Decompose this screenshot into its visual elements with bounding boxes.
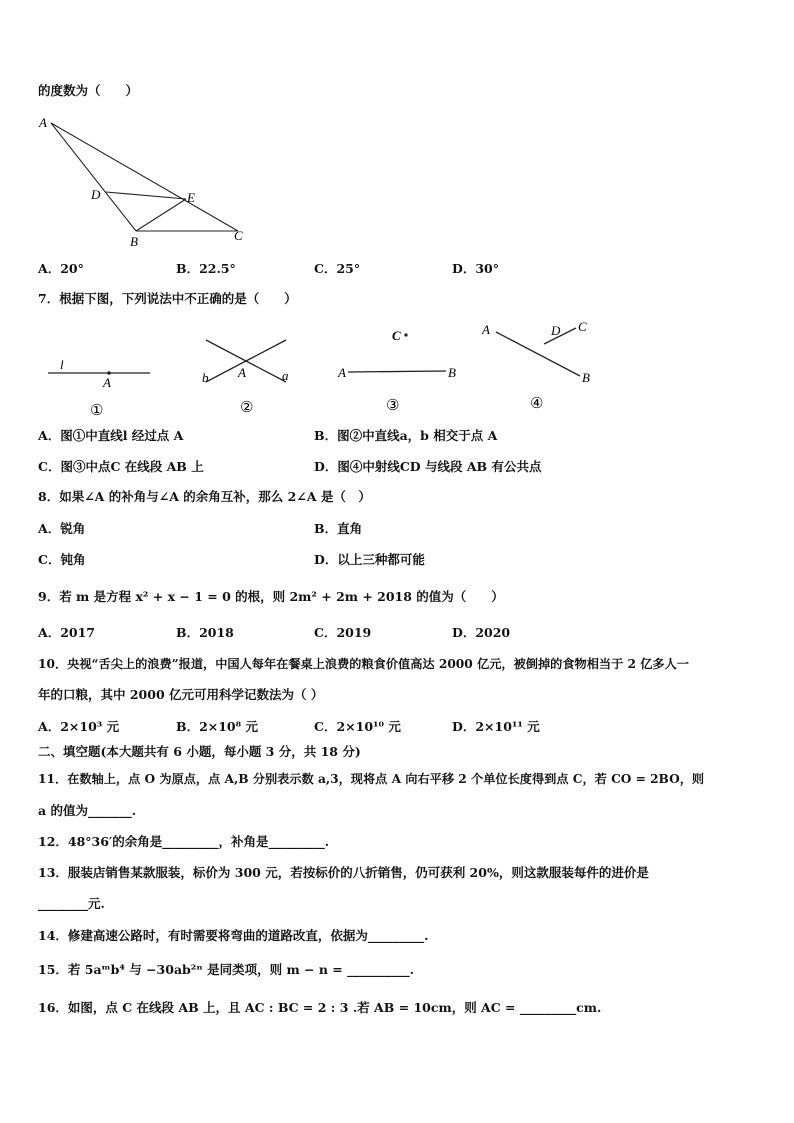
- q14-stem: 14．修建高速公路时，有时需要将弯曲的道路改直，依据为_________.: [38, 928, 429, 943]
- label-D: D: [91, 187, 101, 202]
- fig3-label-A: A: [338, 365, 346, 380]
- q6-option-d: D．30°: [452, 261, 499, 276]
- fig3-number: ③: [386, 398, 400, 414]
- fig1-label-A: A: [103, 375, 111, 390]
- fig1-label-l: l: [60, 357, 64, 372]
- label-A: A: [39, 115, 47, 130]
- q10-option-d: D．2×10¹¹ 元: [452, 719, 540, 734]
- q10-stem-line1: 10．央视“舌尖上的浪费”报道，中国人每年在餐桌上浪费的粮食价值高达 2000 亿元，被倒掉的食物相当于 2 亿多人一: [38, 657, 689, 671]
- q13-stem-line1: 13．服装店销售某款服装，标价为 300 元，若按标价的八折销售，仍可获利 20%，则这款服装每件的进价是: [38, 865, 649, 880]
- q8-option-b: B．直角: [314, 521, 363, 536]
- q11-stem-line1: 11．在数轴上，点 O 为原点，点 A,B 分别表示数 a,3，现将点 A 向右平移 2 个单位长度得到点 C，若 CO = 2BO，则: [38, 772, 705, 786]
- q8-option-d: D．以上三种都可能: [314, 552, 425, 567]
- label-B: B: [130, 234, 138, 249]
- q7-option-d: D．图④中射线CD 与线段 AB 有公共点: [314, 459, 542, 474]
- q11-stem-line2: a 的值为_______.: [38, 803, 137, 818]
- q6-triangle-figure: [36, 112, 256, 252]
- q10-option-a: A．2×10³ 元: [38, 719, 120, 734]
- q7-figure-4: [480, 318, 604, 412]
- fig4-label-B: B: [582, 370, 590, 385]
- q9-option-c: C．2019: [314, 625, 372, 640]
- q6-option-b: B．22.5°: [176, 261, 236, 276]
- fig2-label-a: a: [282, 368, 289, 383]
- fig4-label-A: A: [482, 322, 490, 337]
- q7-stem: 7．根据下图，下列说法中不正确的是（ ）: [38, 291, 297, 306]
- fig1-number: ①: [90, 403, 104, 417]
- section-2-heading: 二、填空题(本大题共有 6 小题，每小题 3 分，共 18 分): [38, 744, 361, 759]
- q7-option-b: B．图②中直线a，b 相交于点 A: [314, 428, 498, 443]
- q6-option-c: C．25°: [314, 261, 361, 276]
- q6-stem: 的度数为（ ）: [38, 83, 139, 98]
- q7-figure-2: [196, 332, 300, 416]
- q16-stem: 16．如图，点 C 在线段 AB 上，且 AC : BC = 2 : 3 .若 AB = 10cm，则 AC = _________cm.: [38, 1000, 602, 1015]
- q8-stem: 8．如果∠A 的补角与∠A 的余角互补，那么 2∠A 是（ ）: [38, 489, 371, 504]
- label-C: C: [234, 228, 243, 243]
- q10-stem-line2: 年的口粮，其中 2000 亿元可用科学记数法为（ ）: [38, 687, 324, 702]
- q12-stem: 12．48°36′的余角是_________，补角是_________.: [38, 834, 330, 849]
- q15-stem: 15．若 5aᵐb⁴ 与 −30ab²ⁿ 是同类项，则 m − n = __________.: [38, 962, 414, 977]
- q8-option-c: C．钝角: [38, 552, 86, 567]
- q9-option-b: B．2018: [176, 625, 234, 640]
- q6-option-a: A．20°: [38, 261, 84, 276]
- segment-AC: [51, 123, 238, 231]
- fig4-number: ④: [530, 396, 544, 412]
- q9-stem: 9．若 m 是方程 x² + x − 1 = 0 的根，则 2m² + 2m + 2018 的值为（ ）: [38, 589, 504, 604]
- q7-figure-1: [40, 355, 160, 417]
- label-E: E: [187, 190, 195, 205]
- segment-AB: [51, 123, 136, 231]
- fig4-label-D: D: [551, 323, 561, 338]
- segment-DE: [106, 192, 186, 199]
- fig3-label-C: C: [392, 328, 401, 343]
- q7-figure-3: [336, 322, 466, 414]
- q10-option-c: C．2×10¹⁰ 元: [314, 719, 401, 734]
- segment-BE: [136, 199, 186, 231]
- q9-option-d: D．2020: [452, 625, 511, 640]
- q8-option-a: A．锐角: [38, 521, 86, 536]
- q7-option-c: C．图③中点C 在线段 AB 上: [38, 459, 204, 474]
- fig3-label-B: B: [448, 365, 456, 380]
- q10-option-b: B．2×10⁸ 元: [176, 719, 258, 734]
- fig2-number: ②: [240, 400, 254, 416]
- q13-stem-line2: ________元.: [38, 896, 105, 911]
- fig4-label-C: C: [578, 319, 587, 334]
- fig2-label-A: A: [238, 365, 246, 380]
- fig2-label-b: b: [202, 370, 209, 385]
- q9-option-a: A．2017: [38, 625, 95, 640]
- q7-option-a: A．图①中直线l 经过点 A: [38, 428, 184, 443]
